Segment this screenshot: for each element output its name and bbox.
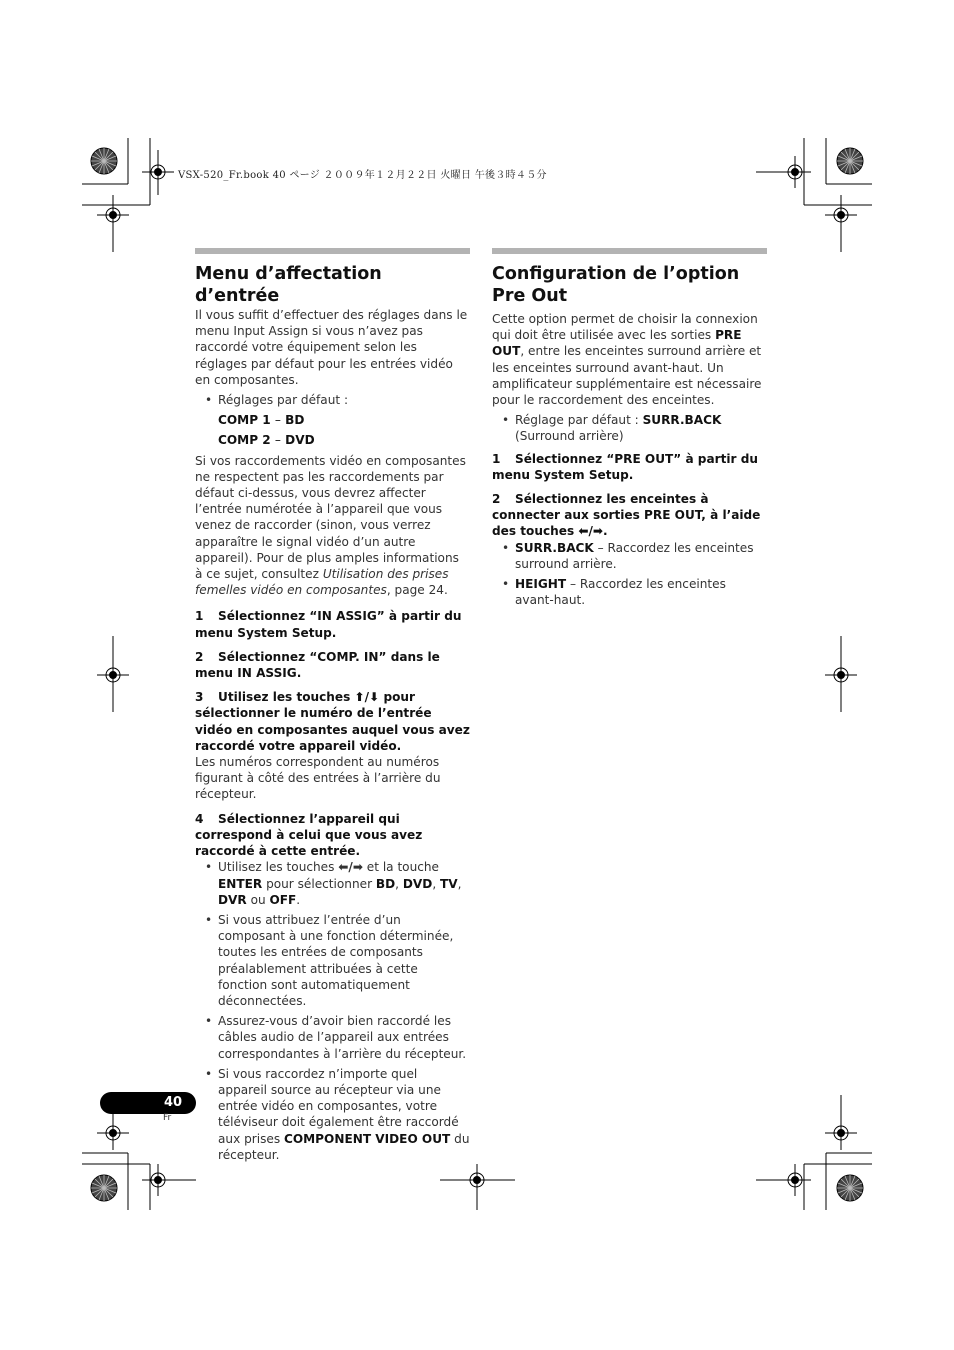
section-bar	[195, 248, 470, 254]
section-title: Menu d’affectation d’entrée	[195, 264, 382, 306]
step-2: 2 Sélectionnez les enceintes à connecter aux sorties PRE OUT, à l’aide des touches ⬅/➡.	[492, 492, 761, 539]
print-header: VSX-520_Fr.book 40 ページ ２００９年１２月２２日 火曜日 午後３時４５分	[178, 170, 547, 181]
section-pre-out	[492, 248, 767, 612]
step-4-list	[195, 859, 470, 1163]
step-2: 2 Sélectionnez “COMP. IN” dans le menu IN ASSIG.	[195, 649, 440, 681]
section-title: Configuration de l’option Pre Out	[492, 264, 740, 306]
default-comp1: COMP 1 – BD	[218, 413, 305, 428]
list-item: • Réglages par défaut :	[205, 393, 349, 408]
step-1: 1 Sélectionnez “PRE OUT” à partir du menu System Setup.	[492, 451, 758, 482]
defaults-list	[492, 412, 767, 444]
list-item: • Réglage par défaut : SURR.BACK (Surround arrière)	[502, 413, 722, 444]
step-1: 1 Sélectionnez “IN ASSIG” à partir du menu System Setup.	[195, 609, 462, 640]
intro-paragraph: Il vous suffit d’effectuer des réglages dans le menu Input Assign si vous n’avez pas raccordé votre équipement selon les réglages par défaut pour les entrées vidéo en composantes.	[195, 308, 468, 387]
color-wheel-icon	[837, 148, 863, 174]
up-down-arrow-icon: ⬆/⬇	[354, 690, 380, 705]
list-item: • Si vous raccordez n’importe quel appareil source au récepteur via une entrée vidéo en composantes, votre téléviseur doit également être raccordé aux prises COMPONENT VIDEO OUT du récepteur.	[205, 1066, 470, 1162]
default-comp2: COMP 2 – DVD	[218, 433, 315, 448]
section-bar	[492, 248, 767, 254]
speaker-options-list	[492, 540, 767, 609]
step-4: 4 Sélectionnez l’appareil qui correspond à celui que vous avez raccordé à cette entrée.	[195, 811, 423, 859]
cross-reference: Utilisation des prises femelles vidéo en composantes	[195, 567, 449, 598]
left-right-arrow-icon: ⬅/➡	[338, 860, 363, 875]
page-number: 40	[163, 1095, 183, 1110]
color-wheel-icon	[91, 148, 117, 174]
left-right-arrow-icon: ⬅/➡	[578, 524, 604, 539]
list-item: • Utilisez les touches ⬅/➡ et la touche ENTER pour sélectionner BD, DVD, TV, DVR ou OFF.	[205, 860, 462, 907]
section-input-assign	[195, 248, 470, 1167]
list-item: • SURR.BACK – Raccordez les enceintes surround arrière.	[502, 540, 754, 571]
list-item: • Si vous attribuez l’entrée d’un composant à une fonction déterminée, toutes les entrées de composants préalablement attribuées à cette fonction sont automatiquement déconnectées.	[205, 912, 454, 1008]
defaults-list	[195, 392, 470, 408]
intro-paragraph: Cette option permet de choisir la connexion qui doit être utilisée avec les sorties PRE OUT, entre les enceintes surround arrière et les enceintes surround avant-haut. Un amplificateur supplémentaire est nécessaire pour le raccordement des enceintes.	[492, 312, 762, 408]
step-3-note: Les numéros correspondent au numéros figurant à côté des entrées à l’arrière du récepteur.	[195, 755, 441, 802]
page-language: Fr	[163, 1113, 172, 1123]
list-item: • Assurez-vous d’avoir bien raccordé les câbles audio de l’appareil aux entrées correspondantes à l’arrière du récepteur.	[205, 1014, 467, 1061]
list-item: • HEIGHT – Raccordez les enceintes avant-haut.	[502, 577, 726, 608]
step-3: 3 Utilisez les touches ⬆/⬇ pour sélectionner le numéro de l’entrée vidéo en composantes auquel vous avez raccordé votre appareil vidéo.	[195, 690, 470, 753]
color-wheel-icon	[91, 1175, 117, 1201]
paragraph: Si vos raccordements vidéo en composantes ne respectent pas les raccordements par défaut ci-dessus, vous devrez affecter l’entrée numérotée à l’appareil que vous venez de raccorder (sinon, vous verrez apparaître le signal vidéo d’un autre appareil). Pour de plus amples informations à ce sujet, consultez Utilisation des prises femelles vidéo en composantes, page 24.	[195, 453, 466, 598]
color-wheel-icon	[837, 1175, 863, 1201]
